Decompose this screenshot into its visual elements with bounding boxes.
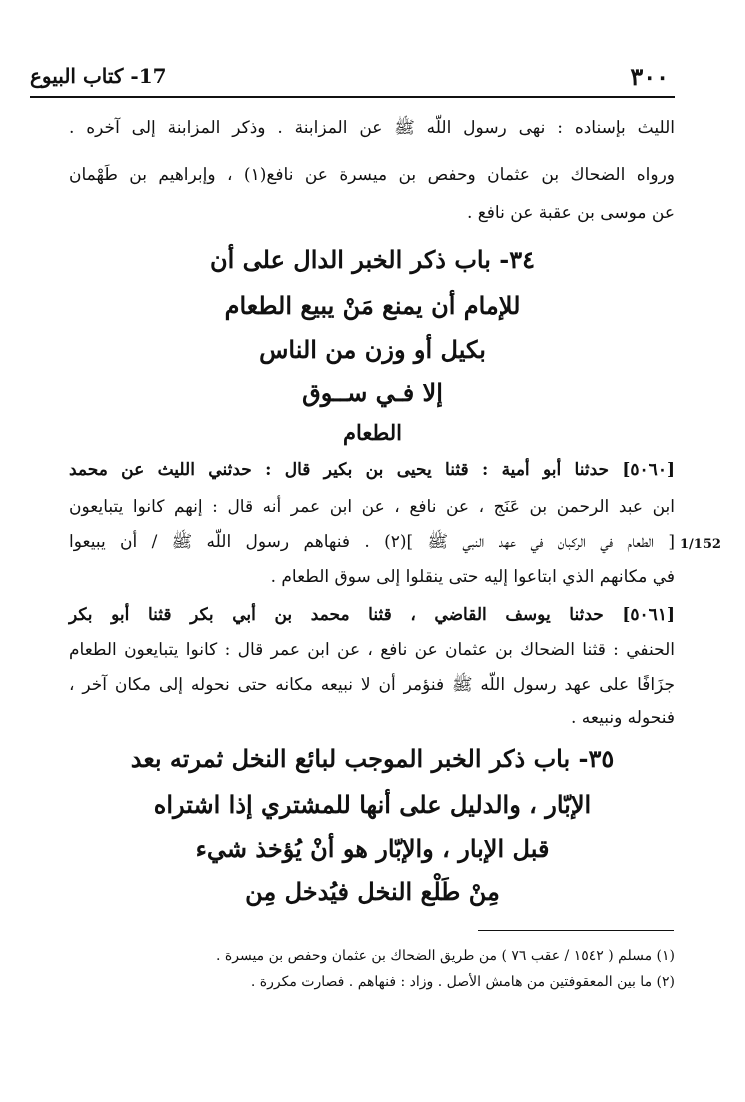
chapter-35-heading: قبل الإبار ، والإبّار هو أنْ يُؤخذ شيء	[195, 834, 550, 863]
footnote-divider	[478, 930, 674, 931]
running-title: 17- كتاب البيوع	[30, 64, 167, 88]
chapter-34-heading: ٣٤- باب ذكر الخبر الدال على أن	[209, 245, 536, 274]
hadith-5061-line: فنحوله ونبيعه .	[570, 708, 675, 728]
chapter-34-heading: للإمام أن يمنع مَنْ يبيع الطعام	[224, 291, 521, 320]
hadith-5060-line: في مكانهم الذي ابتاعوا إليه حتى ينقلوا إلى سوق الطعام .	[270, 567, 675, 587]
hadith-5061-line: الحنفي : قثنا الضحاك بن عثمان عن نافع ، عن ابن عمر قال : كانوا يتبايعون الطعام	[69, 640, 675, 660]
hadith-5061-line: جزَافًا على عهد رسول اللّه ﷺ فنؤمر أن لا نبيعه مكانه حتى نحوله إلى مكان آخر ،	[69, 675, 675, 695]
margin-reference: 1/152	[680, 537, 721, 552]
page-header	[30, 60, 675, 98]
footnote-2: (٢) ما بين المعقوفتين من هامش الأصل . وزاد : فنهاهم . فصارت مكررة .	[250, 974, 675, 990]
chapter-34-heading: بكيل أو وزن من الناس	[259, 335, 486, 364]
hadith-5061-line: [٥٠٦١] حدثنا يوسف القاضي ، قثنا محمد بن أبي بكر قثنا أبو بكر	[69, 605, 675, 625]
text-line: عن موسى بن عقبة عن نافع .	[466, 203, 675, 223]
hadith-5060-line: ابن عبد الرحمن بن عَنَج ، عن نافع ، عن ابن عمر أنه قال : إنهم كانوا يتبايعون	[69, 497, 675, 517]
text-line: ورواه الضحاك بن عثمان وحفص بن ميسرة عن نافع(١) ، وإبراهيم بن طَهْمان	[69, 165, 675, 185]
footnote-1: (١) مسلم ( ١٥٤٢ / عقب ٧٦ ) من طريق الضحاك بن عثمان وحفص بن ميسرة .	[216, 948, 675, 964]
text-line: الليث بإسناده : نهى رسول اللّه ﷺ عن المزابنة . وذكر المزابنة إلى آخره .	[69, 118, 675, 138]
hadith-5060-line: [٥٠٦٠] حدثنا أبو أمية : قثنا يحيى بن بكير قال : حدثني الليث عن محمد	[69, 460, 675, 480]
hadith-5060-line: [ الطعام في الركبان في عهد النبي ﷺ ](٢) . فنهاهم رسول اللّه ﷺ / أن يبيعوا	[69, 532, 675, 552]
page-number: ٣٠٠	[630, 62, 669, 91]
chapter-35-heading: ٣٥- باب ذكر الخبر الموجب لبائع النخل ثمرته بعد	[130, 744, 615, 773]
chapter-35-heading: مِنْ طَلْع النخل فيُدخل مِن	[245, 877, 500, 906]
chapter-35-heading: الإبّار ، والدليل على أنها للمشتري إذا اشتراه	[153, 790, 592, 819]
chapter-34-heading: إلا فـي ســوق	[302, 378, 443, 407]
chapter-34-heading: الطعام	[343, 420, 402, 445]
